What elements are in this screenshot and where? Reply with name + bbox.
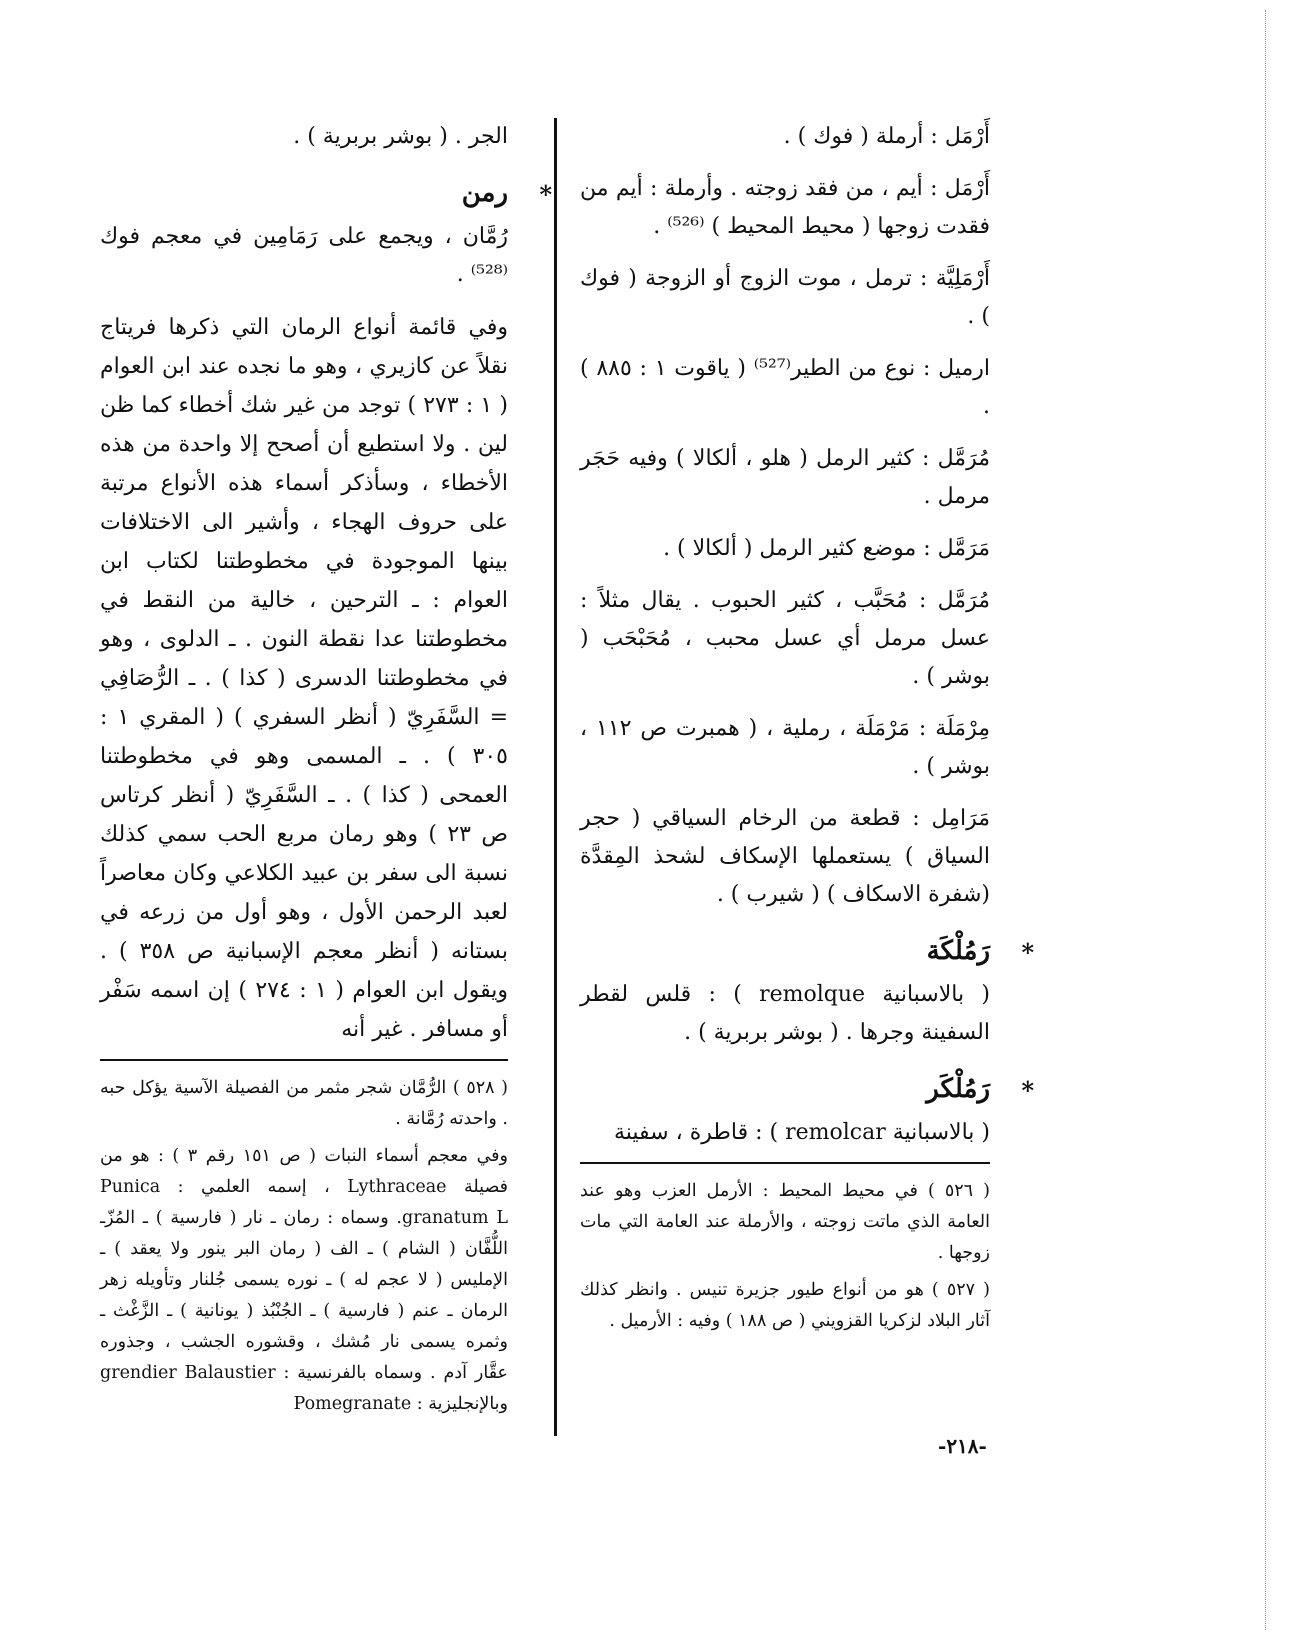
footnote-528: ( ٥٢٨ ) الرُّمَّان شجر مثمر من الفصيلة الآسية يؤكل حبه . واحدته رُمَّانة . bbox=[100, 1078, 508, 1129]
body-paragraph: وفي قائمة أنواع الرمان التي ذكرها فريتاج نقلاً عن كازيري ، وهو ما نجده عند ابن العوام ( ١ : ٢٧٣ ) توجد من غير شك أخطاء كما ظن لين . ولا استطيع أن أصحح إلا واحدة من هذه الأخطاء ، وسأذكر أسماء هذه الأنواع مرتبة على حروف الهجاء ، وأشير الى الاختلافات بينها الموجودة في مخطوطتنا لكتاب ابن العوام : ـ الترحين ، خالية من النقط في مخطوطتنا عدا نقطة النون . ـ الدلوى ، وهو في مخطوطتنا الدسرى ( كذا ) . ـ الرُّصَافِي = السَّفَرِيّ ( أنظر السفري ) ( المقري ١ : ٣٠٥ ) . ـ المسمى وهو في مخطوطتنا العمحى ( كذا ) . ـ السَّفَرِيّ ( أنظر كرتاس ص ٢٣ ) وهو رمان مربع الحب سمي كذلك نسبة الى سفر بن عبيد الكلاعي وكان معاصراً لعبد الرحمن الأول ، وهو أول من زرعه في بستانه ( أنظر معجم الإسبانية ص ٣٥٨ ) . ويقول ابن العوام ( ١ : ٢٧٤ ) إن اسمه سَفْر أو مسافر . غير أنه bbox=[100, 315, 509, 1042]
column-divider bbox=[554, 118, 557, 1436]
root-word: رَمُلْكَة bbox=[926, 936, 990, 966]
entry-armil: ارميل : نوع من الطير⁽⁵²⁷⁾ ( ياقوت ١ : ٨٨٥ ) . bbox=[580, 356, 991, 419]
right-column bbox=[580, 118, 1034, 1343]
entry-mirmala: مِرْمَلَة : مَرْمَلَة ، رملية ، ( همبرت ص ١١٢ ، بوشر ) . bbox=[580, 716, 990, 779]
root-word: رمن bbox=[461, 178, 508, 208]
root-heading-ramulkar bbox=[580, 1070, 1034, 1108]
entry-muramal-1: مُرَمَّل : كثير الرمل ( هلو ، ألكالا ) وفيه حَجَر مرمل . bbox=[580, 446, 990, 509]
root-word: رَمُلْكَر bbox=[926, 1074, 990, 1104]
entry-ramulkar-def: ( بالاسبانية remolcar ) : قاطرة ، سفينة bbox=[613, 1120, 990, 1145]
star-marker: * bbox=[1021, 938, 1034, 967]
left-column bbox=[100, 118, 552, 1426]
entry-ramulka-def: ( بالاسبانية remolque ) : قلس لقطر السفينة وجرها . ( بوشر بربرية ) . bbox=[580, 982, 990, 1045]
root-heading-ramulka bbox=[580, 932, 1034, 970]
entry-armaliyya: أَرْمَلِيَّة : ترمل ، موت الزوج أو الزوجة ( فوك ) . bbox=[580, 266, 990, 329]
star-marker: * bbox=[1021, 1076, 1034, 1105]
star-marker: * bbox=[539, 180, 552, 209]
footnote-rule bbox=[100, 1059, 508, 1061]
page-number: -٢١٨- bbox=[938, 1434, 987, 1458]
entry-armal-1: أَرْمَل : أرملة ( فوك ) . bbox=[783, 124, 990, 149]
root-heading-rmn bbox=[100, 174, 552, 212]
footnote-528-continued: وفي معجم أسماء النبات ( ص ١٥١ رقم ٣ ) : هو من فصيلة Lythraceae ، إسمه العلمي : Punica granatum L. وسماه : رمان ـ نار ( فارسية ) ـ المُزّـ اللُّفَّان ( الشام ) ـ الف ( رمان البر ينور ولا يعقد ) ـ الإمليس ( لا عجم له ) ـ نوره يسمى جُلنار وتأويله زهر الرمان ـ عنم ( فارسية ) ـ الجُنْبُذ ( يونانية ) ـ الزَّغْث ـ وثمره يسمى نار مُشك ، وقشوره الجشب ، وجذوره عقَّار آدم . وسماه بالفرنسية : grendier Balaustier وبالإنجليزية : Pomegranate bbox=[100, 1146, 508, 1414]
footnote-rule bbox=[580, 1162, 990, 1164]
footnote-527: ( ٥٢٧ ) هو من أنواع طيور جزيرة تنيس . وانظر كذلك آثار البلاد لزكريا القزويني ( ص ١٨٨ ) وفيه : الأرميل . bbox=[580, 1280, 991, 1331]
continuation-line: الجر . ( بوشر بربرية ) . bbox=[293, 124, 508, 149]
entry-muramal-2: مُرَمَّل : مُحَبَّب ، كثير الحبوب . يقال مثلاً : عسل مرمل أي عسل محبب ، مُحَبْحَب ( بوشر ) . bbox=[580, 588, 990, 689]
footnote-526: ( ٥٢٦ ) في محيط المحيط : الأرمل العزب وهو عند العامة الذي ماتت زوجته ، والأرملة عند العامة التي مات زوجها . bbox=[580, 1181, 990, 1263]
entry-maramal: مَرَمَّل : موضع كثير الرمل ( ألكالا ) . bbox=[663, 536, 990, 561]
entry-armal-2: أَرْمَل : أيم ، من فقد زوجته . وأرملة : أيم من فقدت زوجها ( محيط المحيط ) ⁽⁵²⁶⁾ . bbox=[580, 176, 990, 239]
scan-edge-line bbox=[1265, 10, 1266, 1630]
entry-maramil: مَرَامِل : قطعة من الرخام السياقي ( حجر السياق ) يستعملها الإسكاف لشحذ المِقدَّة (شفرة الاسكاف ) ( شيرب ) . bbox=[580, 806, 990, 907]
entry-rumman-def: رُمَّان ، ويجمع على رَمَامِين في معجم فوك ⁽⁵²⁸⁾ . bbox=[100, 224, 508, 287]
